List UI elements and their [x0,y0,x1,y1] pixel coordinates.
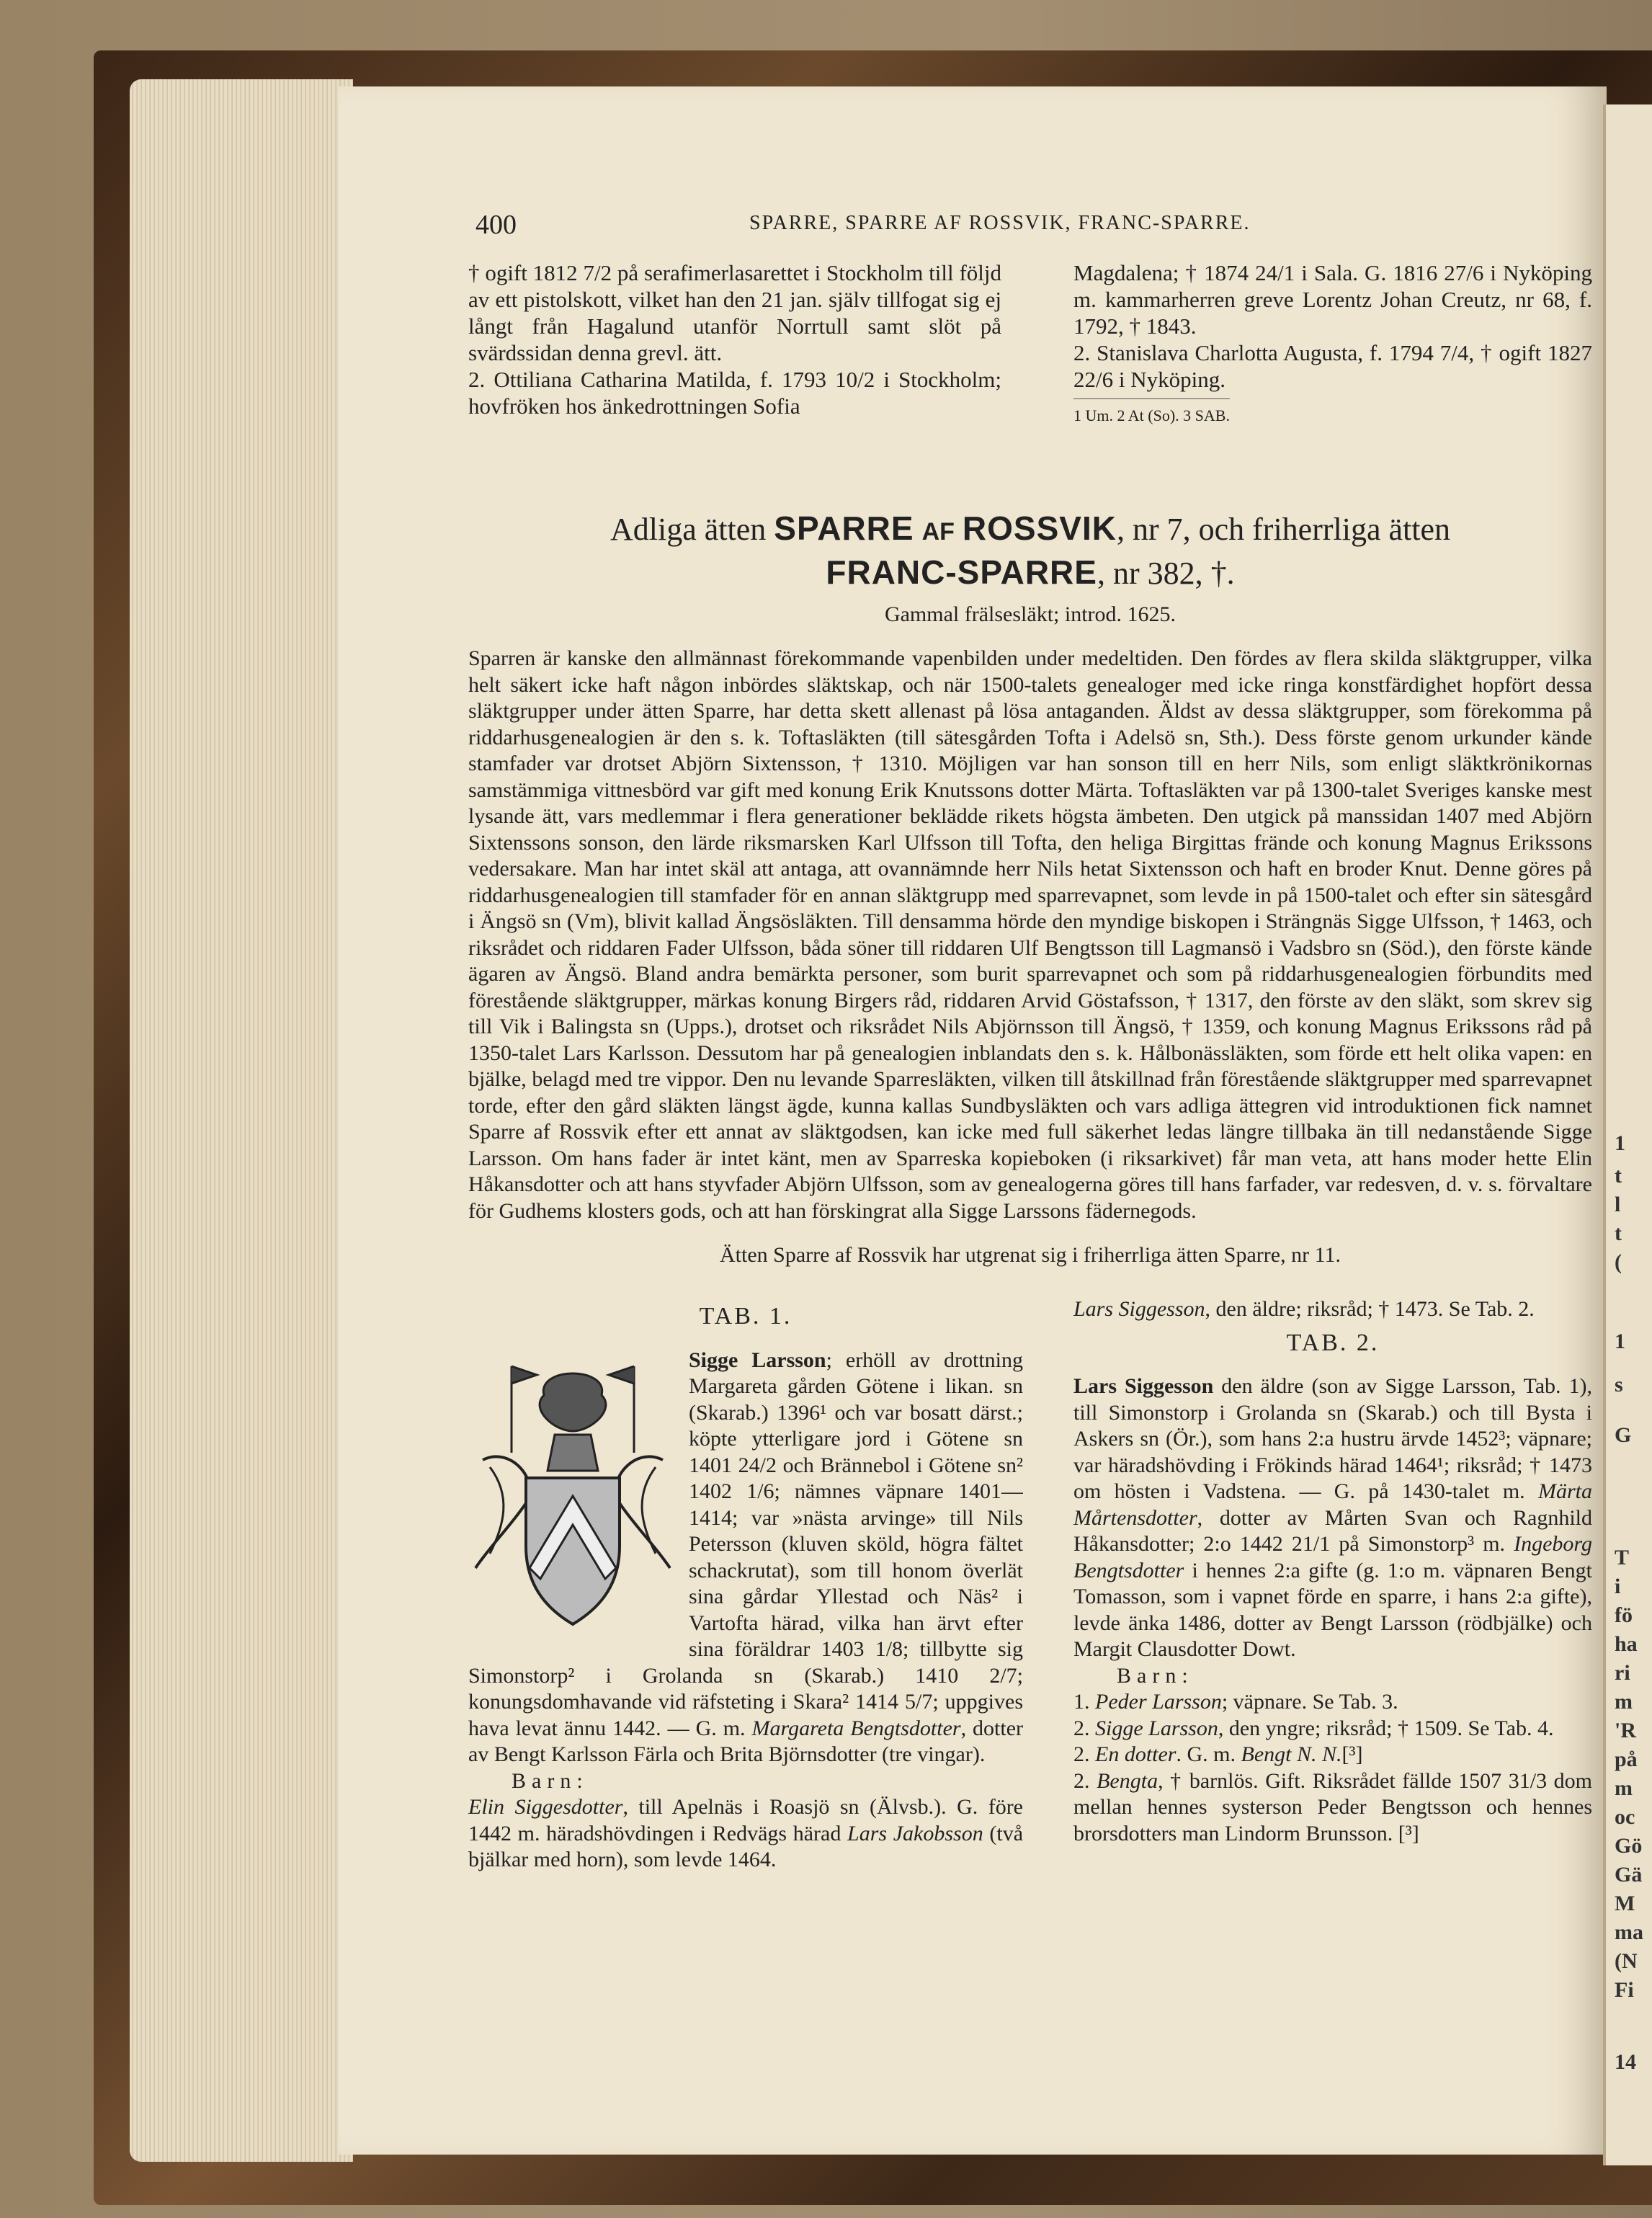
footnotes: 1 Um. 2 At (So). 3 SAB. [1073,398,1230,429]
facing-page [1603,104,1652,2165]
sigge-bio: ; erhöll av drottning Margareta gården Götene i likan. sn (Skarab.) 1396¹ och var bosatt därst.; köpte ytterligare jord i Götene sn 1401 24/2 och Brännebol i Götene sn² 1402 1/6; nämnes väpnare 1401—1414; var »nästa arvinge» till Nils Petersson (kluven sköld, högra fältet schackrutat), som till honom överlät sina gårdar Yllestad och Näs² i Vartofta härad, vilka han ärvt efter sina föräldrar 1403 1/8; tillbytte sig Simonstorp² i Grolanda sn (Skarab.) 1410 2/7; konungsdomhavande vid räfsteting i Skara² 1414 5/7; uppgives hava levat ännu 1442. — G. m. [468,1348,1023,1740]
sigge-name: Sigge Larsson [689,1348,826,1372]
child-entry [1073,1742,1592,1768]
heading-name-rossvik: ROSSVIK [962,509,1117,547]
child-entry [1073,1768,1592,1848]
facing-letter: ha [1615,1632,1638,1656]
continuation-item: 2. Stanislava Charlotta Augusta, f. 1794 7/4, † ogift 1827 22/6 i Nyköping. [1073,340,1592,392]
facing-letter: Gä [1615,1863,1643,1887]
tab-1-heading: TAB. 1. [699,1303,792,1330]
heading-mid: , nr 7, och friherrliga ätten [1116,512,1450,547]
facing-letter: (N [1615,1949,1638,1973]
heading-name-franc-sparre: FRANC-SPARRE [826,553,1097,591]
heading-subtitle: Gammal frälsesläkt; introd. 1625. [884,602,1177,626]
facing-letter: s [1615,1373,1623,1397]
lars-tail: i hennes 2:a gifte (g. 1:o m. väpnaren Bengt Tomasson, som i vapnet förde en sparre, i hans 2:a gifte), levde änka 1486, dotter av Bengt Larsson (rödbjälke) och Margit Clausdotter Dowt. [1073,1558,1592,1661]
facing-letter: fö [1615,1603,1633,1627]
lars-ref-name: Lars Siggesson [1073,1297,1205,1321]
child-mid: . G. m. [1176,1742,1241,1766]
child-text: ; väpnare. Se Tab. 3. [1221,1690,1398,1714]
child-name: En dotter [1095,1742,1177,1766]
genealogy-tables [468,1296,1592,1874]
page-content [468,202,1592,1874]
lars-wife-1: Märta Mårtensdotter [1073,1479,1592,1530]
lars-ref-text: , den äldre; riksråd; † 1473. Se Tab. 2. [1205,1297,1535,1321]
running-header [468,202,1592,245]
family-heading [468,508,1592,594]
lars-entry [1073,1373,1592,1663]
page-number: 400 [475,210,517,240]
elin-bio: , till Apelnäs i Roasjö sn (Älvsb.). G. före 1442 m. häradshövdingen i Redvägs härad [468,1795,1023,1845]
continuation-left [468,259,1001,429]
facing-letter: Gö [1615,1834,1643,1858]
child-entry [468,1794,1023,1874]
continuation-text: † ogift 1812 7/2 på serafimerlasarettet i Stockholm till följd av ett pistolskott, vilket han den 21 jan. själv tillfogat sig ej långt från Hagalund utanför Norrtull samt slöt på svärdssidan denna grevl. ätt. [468,260,1001,365]
child-entry [1073,1689,1592,1716]
facing-letter: t [1615,1164,1622,1188]
facing-letter: oc [1615,1805,1635,1829]
intro-note: Ätten Sparre af Rossvik har utgrenat sig i friherrliga ätten Sparre, nr 11. [720,1243,1341,1267]
facing-letter: i [1615,1575,1621,1598]
sigge-wife: Margareta Bengtsdotter [751,1716,961,1740]
facing-letter: M [1615,1892,1635,1915]
facing-letter: 14 [1615,2050,1636,2074]
child-entry [1073,1716,1592,1742]
facing-letter: ma [1615,1920,1643,1944]
facing-letter: 'R [1615,1719,1636,1742]
facing-letter: t [1615,1221,1622,1245]
child-husband: Bengt N. N. [1241,1742,1342,1766]
elin-tail: (två bjälkar med horn), som levde 1464. [468,1821,1024,1871]
heading-name-sparre: SPARRE [774,509,914,547]
facing-letter: på [1615,1747,1638,1771]
facing-letter: Fi [1615,1978,1634,2002]
facing-letter: m [1615,1776,1633,1800]
intro-paragraph: Sparren är kanske den allmännast förekommande vapenbilden under medeltiden. Den fördes av flera skilda släktgrupper, vilka helt säkert icke haft någon inbördes släktskap, och när 1500-talets genealoger med icke ringa konstfärdighet hopfört dessa släktgrupper under ätten Sparre, har detta skett allenast på lösa antaganden. Äldst av dessa släktgrupper, som förekomma på riddarhusgenealogien är den s. k. Toftasläkten (till sätesgården Tofta i Adelsö sn, Sth.). Dess förste genom urkunder kände stamfader var drotset Abjörn Sixtensson, † 1310. Möjligen var han sonson till en herr Nils, som enligt släktkrönikornas samstämmiga vittnesbörd var gift med konung Erik Knutssons dotter Märta. Toftasläkten var på 1300-talet Sveriges kanske mest lysande ätt, vars medlemmar i flera generationer beklädde rikets högsta ämbeten. Den utgick på manssidan 1407 med Abjörn Sixtenssons sonson, den lärde riksmarsken Karl Ulfsson till Tofta, den heliga Birgittas frände och konung Magnus Erikssons vedersakare. Man har intet skäl att antaga, att ovannämnde herr Nils hetat Sixtensson och haft en broder Knut. Denne göres på riddarhusgenealogien till stamfader för en annan släktgrupp med sparrevapnet, som levde in på 1500-talet och efter sin sätesgård i Ängsö sn (Vm), blivit kallad Ängsösläkten. Till densamma hörde den myndige biskopen i Strängnäs Sigge Ulfsson, † 1463, och riksrådet och riddaren Fader Ulfsson, båda söner till riddaren Ulf Bengtsson till Lagmansö i Vadsbro sn (Söd.), den förste kände ägaren av Ängsö. Bland andra bemärkta personer, som burit sparrevapnet och som på riddarhusgenealogien förbundits med förestående släktgrupper, märkas konung Birgers råd, riddaren Arvid Göstafsson, † 1317, den förste av den släkt, som skrev sig till Vik i Balingsta sn (Upps.), drotset och riksrådet Nils Abjörnsson till Ängsö, † 1359, och konung Magnus Erikssons råd på 1350-talet Lars Karlsson. Dessutom har på genealogien inblandats den s. k. Hålbonässläkten, som förde ett helt olika vapen: en bjälke, belagd med tre vippor. Den nu levande Sparresläkten, vilken till åtskillnad från förestående släktgrupper med sparrevapnet torde, efter den gård släkten längst ägde, kunna kallas Sundbysläkten och vars adliga ättegren vid introduktionen fick namnet Sparre af Rossvik efter ett annat av släktgodsen, kan icke med full säkerhet ledas längre tillbaka än till nedanstående Sigge Larsson. Om hans fader är intet känt, men av Sparreska kopieboken (i riksarkivet) får man veta, att hans moder hette Elin Håkansdotter och att hans styvfader Abjörn Ulfsson, som av genealogerna göres till hans farfader, var redesven, d. v. s. förvaltare för Gudhems klosters gods, och att han förskingrat alla Sigge Larssons fädernegods. [468,646,1592,1223]
facing-letter: 1 [1615,1131,1625,1155]
children-heading: Barn: [1117,1663,1194,1688]
child-name: Peder Larsson [1095,1690,1222,1714]
child-number: 2. [1073,1768,1097,1793]
elin-husband: Lars Jakobsson [847,1821,983,1845]
continuation-columns [468,259,1592,429]
tab-1 [468,1296,1023,1874]
child-text: , † barnlös. Gift. Riksrådet fällde 1507 31/3 dom mellan hennes systerson Peder Bengtsson och hennes brorsdotters man Lindorm Brunsson. [³] [1073,1768,1592,1845]
facing-letter: ( [1615,1250,1622,1274]
lars-bio: den äldre (son av Sigge Larsson, Tab. 1), till Simonstorp i Grolanda sn (Skarab.) och till Bysta i Askers sn (Ör.), som hans 2:a hustru ärvde 1452³; väpnare; var häradshövding i Frökinds härad 1464¹; riksråd; † 1473 om hösten i Vadstena. — G. på 1430-talet m. [1073,1374,1593,1503]
child-number: 1. [1073,1690,1095,1714]
child-text: , den yngre; riksråd; † 1509. Se Tab. 4. [1218,1716,1554,1740]
child-tail: [³] [1341,1742,1363,1766]
heading-pre: Adliga ätten [610,512,767,547]
elin-name: Elin Siggesdotter [468,1795,623,1819]
coat-of-arms-icon [468,1352,677,1633]
facing-letter: G [1615,1423,1632,1447]
child-name: Bengta [1097,1768,1158,1793]
facing-letter: m [1615,1690,1633,1714]
facing-letter: ri [1615,1661,1630,1685]
lars-wife-2: Ingeborg Bengtsdotter [1073,1532,1592,1582]
tab-2-heading: TAB. 2. [1286,1329,1380,1356]
child-name: Sigge Larsson [1095,1716,1218,1740]
continuation-right [1073,259,1592,429]
children-heading: Barn: [512,1768,589,1793]
facing-letter: 1 [1615,1330,1625,1353]
tab-2-reference [1073,1296,1592,1323]
sigge-entry [468,1348,1023,1768]
facing-letter: l [1615,1193,1621,1216]
tab-2 [1073,1296,1592,1874]
page-edges [130,79,353,2162]
running-title: SPARRE, SPARRE AF ROSSVIK, FRANC-SPARRE. [749,212,1251,234]
heading-af: AF [921,518,955,545]
continuation-text: Magdalena; † 1874 24/1 i Sala. G. 1816 27/6 i Nyköping m. kammarherren greve Lorentz Johan Creutz, nr 68, f. 1792, † 1843. [1073,260,1592,339]
lars-name: Lars Siggesson [1073,1374,1214,1398]
lars-mid: , dotter av Mårten Svan och Ragnhild Håkansdotter; 2:o 1442 21/1 på Simonstorp³ m. [1073,1505,1592,1556]
sigge-tail: , dotter av Bengt Karlsson Färla och Brita Björnsdotter (tre vingar). [468,1716,1023,1766]
facing-letter: T [1615,1546,1630,1569]
continuation-item: 2. Ottiliana Catharina Matilda, f. 1793 10/2 i Stockholm; hovfröken hos änkedrottningen Sofia [468,367,1001,419]
introduction [468,646,1592,1224]
heading-post: , nr 382, †. [1097,556,1235,591]
child-number: 2. [1073,1742,1095,1766]
child-number: 2. [1073,1716,1095,1740]
